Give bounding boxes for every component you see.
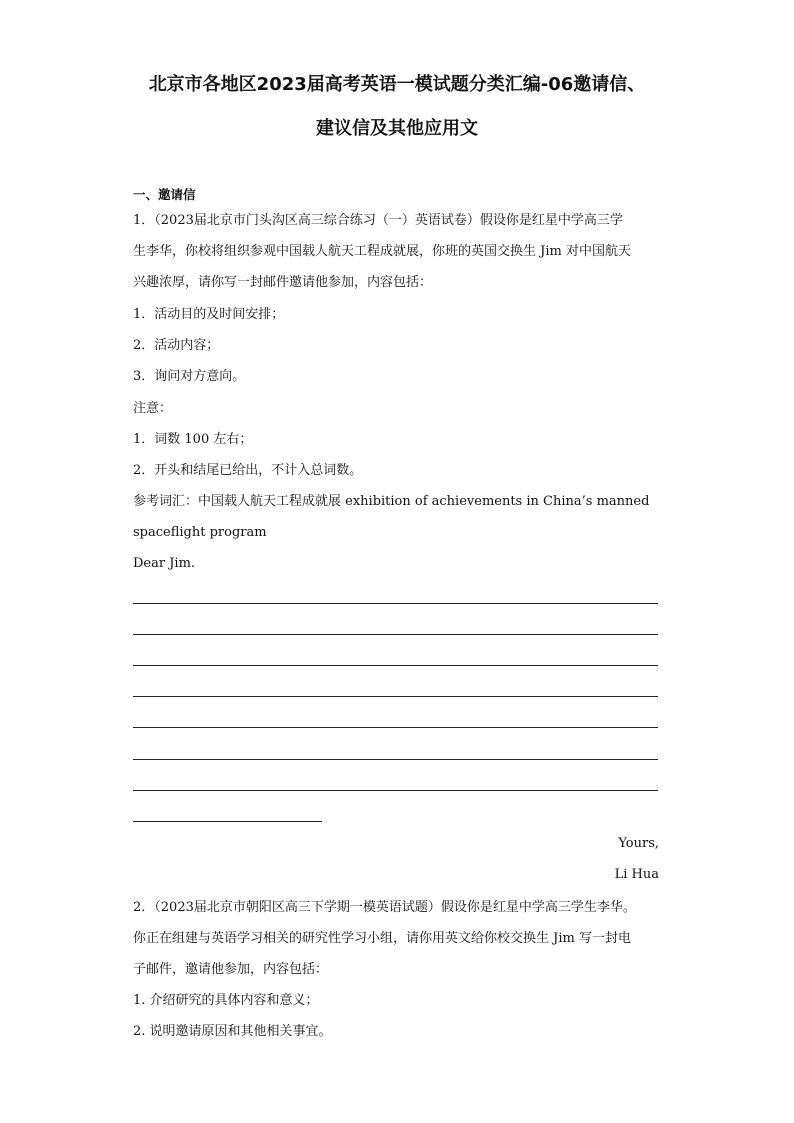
q1-closing: Yours, xyxy=(618,836,659,851)
q1-item-1: 1．活动目的及时间安排； xyxy=(133,307,285,322)
answer-line[interactable] xyxy=(133,727,658,728)
q1-greeting: Dear Jim. xyxy=(133,556,196,571)
answer-line[interactable] xyxy=(133,603,658,604)
document-title-line-2: 建议信及其他应用文 xyxy=(316,118,478,139)
answer-line[interactable] xyxy=(133,634,658,635)
answer-line-short[interactable] xyxy=(133,821,322,822)
q1-vocab-line-1: 参考词汇：中国载人航天工程成就展 exhibition of achievements in China’s manned xyxy=(133,494,650,509)
q1-signature: Li Hua xyxy=(614,867,659,882)
answer-line[interactable] xyxy=(133,790,658,791)
section-heading-invitation: 一、邀请信 xyxy=(133,187,196,202)
q1-stem-line-1: 1．（2023届北京市门头沟区高三综合练习（一）英语试卷）假设你是红星中学高三学 xyxy=(133,213,623,228)
q2-item-1: 1. 介绍研究的具体内容和意义； xyxy=(133,993,319,1008)
document-title-line-1: 北京市各地区2023届高考英语一模试题分类汇编-06邀请信、 xyxy=(148,74,646,95)
q1-note-label: 注意： xyxy=(133,401,173,416)
q2-item-2: 2. 说明邀请原因和其他相关事宜。 xyxy=(133,1024,332,1039)
q1-vocab-line-2: spaceflight program xyxy=(133,525,267,540)
q1-stem-line-3: 兴趣浓厚，请你写一封邮件邀请他参加，内容包括： xyxy=(133,275,433,290)
q2-stem-line-1: 2．（2023届北京市朝阳区高三下学期一模英语试题）假设你是红星中学高三学生李华。 xyxy=(133,900,636,915)
answer-line[interactable] xyxy=(133,759,658,760)
q1-note-1: 1．词数 100 左右； xyxy=(133,432,253,447)
q1-stem-line-2: 生李华，你校将组织参观中国载人航天工程成就展，你班的英国交换生 Jim 对中国航天 xyxy=(133,244,631,259)
q1-item-3: 3．询问对方意向。 xyxy=(133,369,246,384)
q2-stem-line-2: 你正在组建与英语学习相关的研究性学习小组，请你用英文给你校交换生 Jim 写一封电 xyxy=(133,931,631,946)
q1-note-2: 2．开头和结尾已给出，不计入总词数。 xyxy=(133,463,363,478)
q1-item-2: 2．活动内容； xyxy=(133,338,220,353)
answer-line[interactable] xyxy=(133,696,658,697)
answer-line[interactable] xyxy=(133,665,658,666)
q2-stem-line-3: 子邮件，邀请他参加，内容包括： xyxy=(133,962,329,977)
